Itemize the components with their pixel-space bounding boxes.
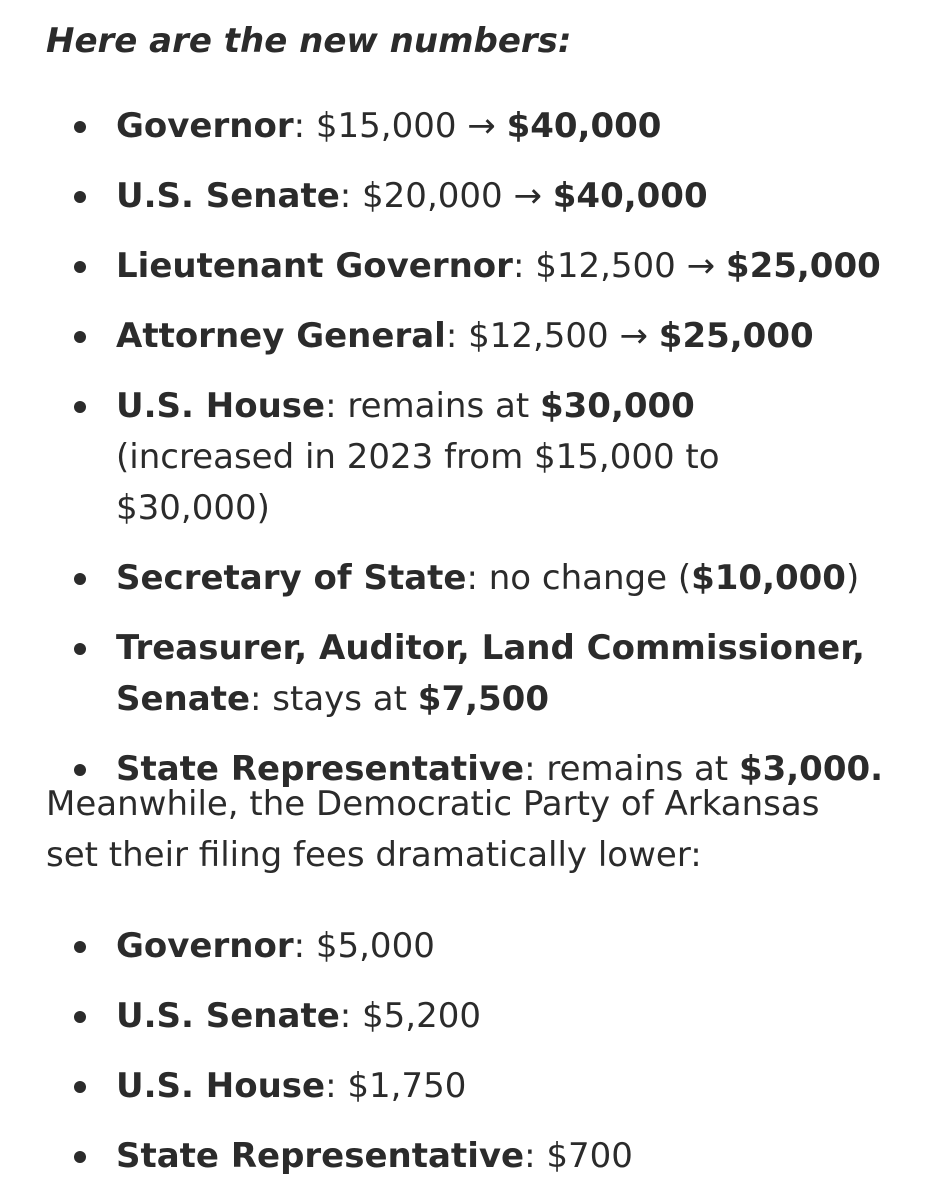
fee-amount: $3,000. xyxy=(738,749,884,789)
list-item xyxy=(0,101,876,152)
separator: : xyxy=(325,386,348,426)
democratic-fee-list xyxy=(0,921,876,1182)
separator: : xyxy=(293,926,316,966)
office-label: Lieutenant Governor xyxy=(116,246,513,286)
democratic-intro-paragraph: Meanwhile, the Democratic Party of Arkansas set their filing fees dramatically lower: xyxy=(46,784,820,875)
fee-prefix: stays at xyxy=(272,679,418,719)
new-fee: $40,000 xyxy=(506,106,662,146)
new-fee: $40,000 xyxy=(552,176,708,216)
list-item xyxy=(0,623,876,725)
fee-value: $5,000 xyxy=(315,926,435,966)
list-item xyxy=(0,921,876,972)
fee-amount: $7,500 xyxy=(417,679,549,719)
separator: : xyxy=(339,996,363,1036)
fee-note: (increased in 2023 from $15,000 to $30,000) xyxy=(116,437,720,528)
arrow: → xyxy=(502,176,553,216)
fee-value: $700 xyxy=(546,1136,633,1176)
office-label: U.S. Senate xyxy=(116,176,340,216)
office-label: State Representative xyxy=(116,749,525,789)
list-item xyxy=(0,553,876,604)
section-heading: Here are the new numbers: xyxy=(46,21,572,61)
fee-note: ) xyxy=(845,558,860,598)
republican-fee-list xyxy=(0,101,884,795)
office-label: Treasurer, Auditor, Land Commissioner, Senate xyxy=(116,628,865,719)
office-label: Governor xyxy=(116,106,294,146)
list-item xyxy=(0,241,881,292)
arrow: → xyxy=(675,246,726,286)
separator: : xyxy=(339,176,363,216)
arrow: → xyxy=(608,316,659,356)
list-item xyxy=(0,171,876,222)
separator: : xyxy=(293,106,316,146)
separator: : xyxy=(325,1066,348,1106)
office-label: Secretary of State xyxy=(116,558,467,598)
fee-amount: $30,000 xyxy=(539,386,695,426)
office-label: State Representative xyxy=(116,1136,525,1176)
separator: : xyxy=(466,558,489,598)
separator: : xyxy=(445,316,469,356)
new-fee: $25,000 xyxy=(658,316,814,356)
fee-prefix: no change ( xyxy=(488,558,692,598)
fee-value: $1,750 xyxy=(347,1066,467,1106)
office-label: U.S. House xyxy=(116,386,326,426)
old-fee: $20,000 xyxy=(362,176,503,216)
fee-amount: $10,000 xyxy=(691,558,846,598)
office-label: U.S. Senate xyxy=(116,996,340,1036)
separator: : xyxy=(512,246,536,286)
fee-value: $5,200 xyxy=(362,996,482,1036)
separator: : xyxy=(250,679,273,719)
separator: : xyxy=(524,1136,547,1176)
old-fee: $12,500 xyxy=(468,316,609,356)
old-fee: $12,500 xyxy=(535,246,676,286)
office-label: U.S. House xyxy=(116,1066,326,1106)
separator: : xyxy=(524,749,547,789)
fee-prefix: remains at xyxy=(347,386,540,426)
arrow: → xyxy=(456,106,507,146)
old-fee: $15,000 xyxy=(315,106,457,146)
list-item xyxy=(0,1131,876,1182)
office-label: Attorney General xyxy=(116,316,446,356)
office-label: Governor xyxy=(116,926,294,966)
list-item xyxy=(0,1061,876,1112)
fee-prefix: remains at xyxy=(546,749,739,789)
list-item xyxy=(0,311,876,362)
list-item xyxy=(0,991,876,1042)
new-fee: $25,000 xyxy=(725,246,881,286)
list-item xyxy=(0,381,876,534)
